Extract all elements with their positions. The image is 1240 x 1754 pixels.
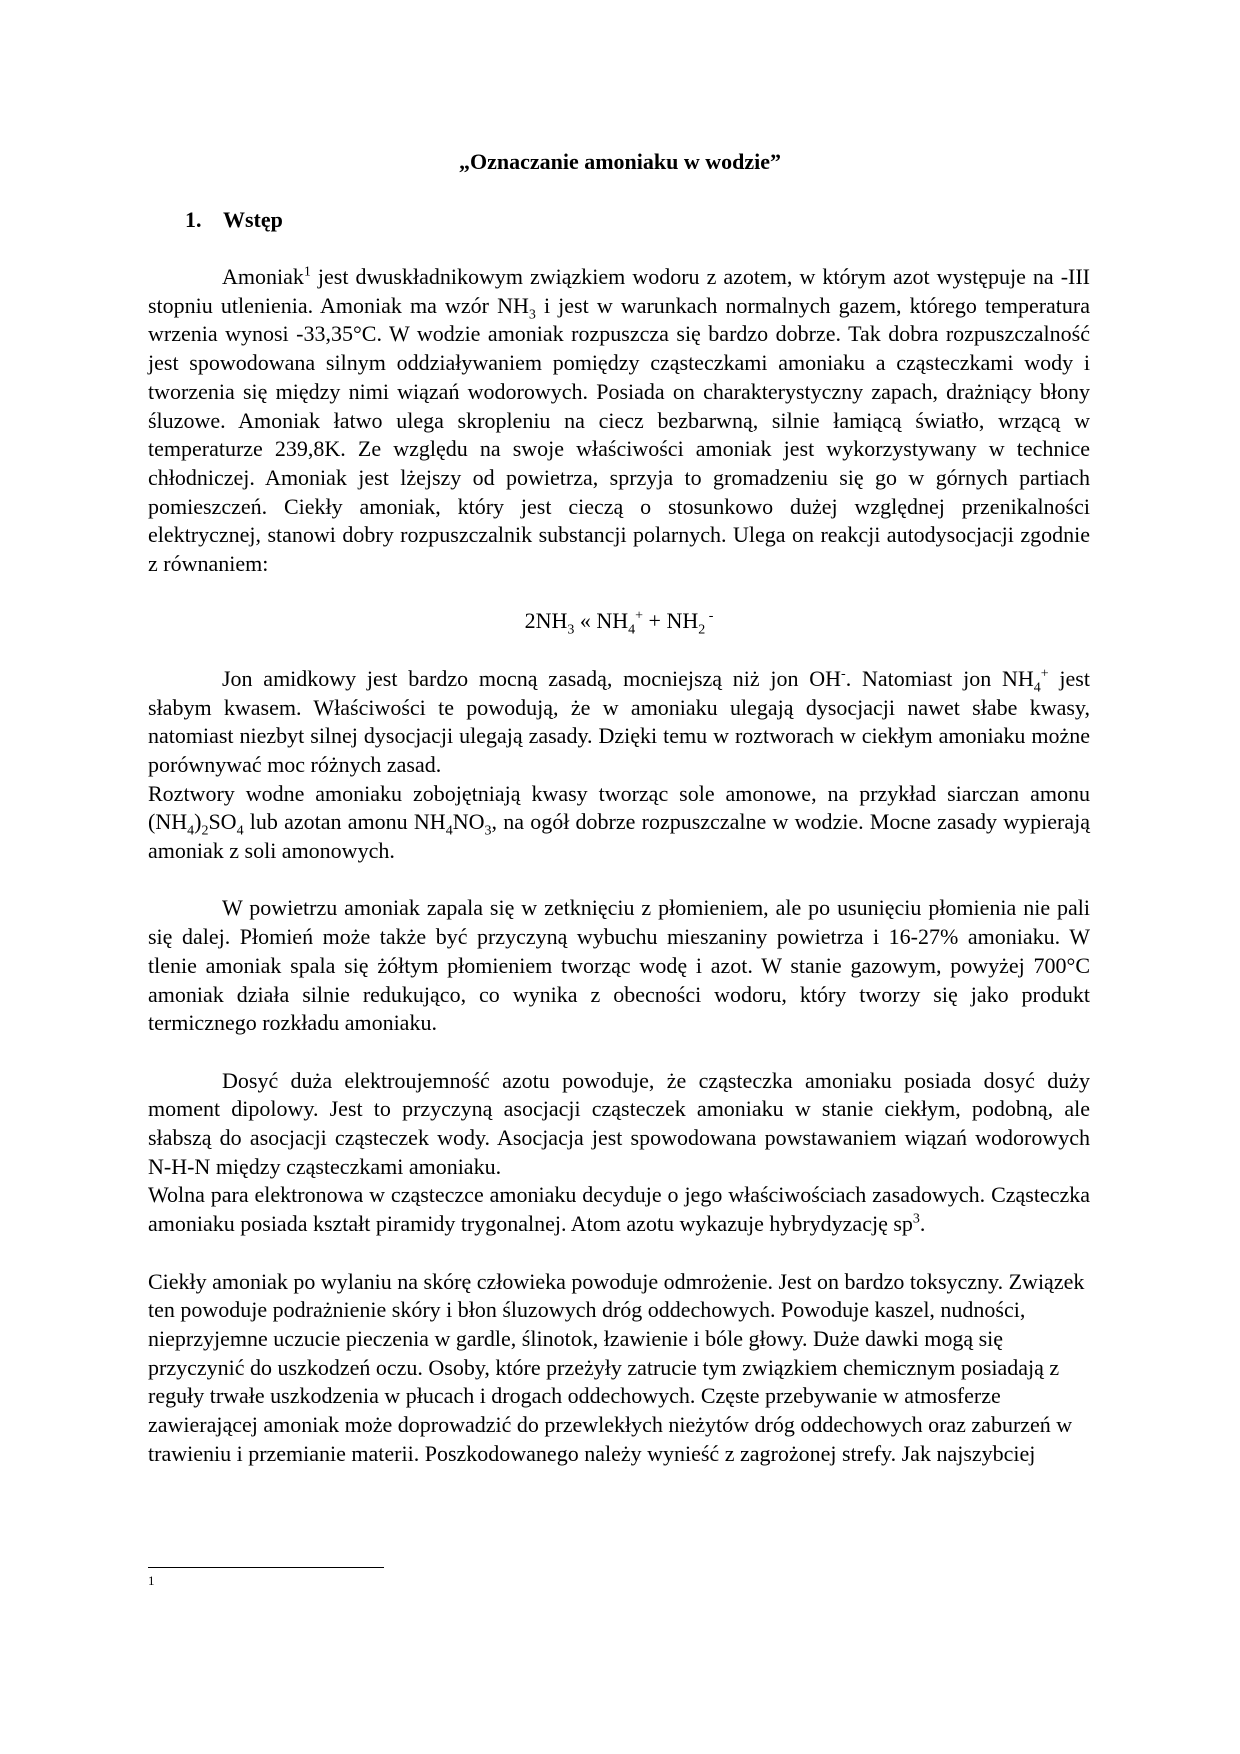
superscript: + — [635, 609, 644, 625]
footnote-ref: 1 — [303, 264, 311, 280]
subscript: 3 — [484, 823, 492, 839]
paragraph-solutions — [148, 780, 1090, 866]
section-heading — [185, 206, 283, 234]
paragraph-structure — [148, 1181, 1090, 1238]
text-run: + NH — [643, 608, 699, 634]
text-run: ) — [194, 809, 202, 835]
equation — [148, 607, 1090, 636]
subscript: 4 — [1033, 680, 1041, 696]
paragraph-toxicity: Ciekły amoniak po wylaniu na skórę człowieka powoduje odmrożenie. Jest on bardzo toksyczny. Związek ten powoduje podrażnienie skóry i błon śluzowych dróg oddechowych. Powoduje kaszel, nudności, nieprzyjemne uczucie pieczenia w gardle, ślinotok, łzawienie i bóle głowy. Duże dawki mogą się przyczynić do uszkodzeń oczu. Osoby, które przeżyły zatrucie tym związkiem chemicznym posiadają z reguły trwałe uszkodzenia w płucach i drogach oddechowych. Częste przebywanie w atmosferze zawierającej amoniak może doprowadzić do przewlekłych nieżytów dróg oddechowych oraz zaburzeń w trawieniu i przemianie materii. Poszkodowanego należy wynieść z zagrożonej strefy. Jak najszybciej — [148, 1268, 1085, 1466]
paragraph-intro — [148, 263, 1090, 579]
footnote-separator — [148, 1567, 384, 1568]
document-title: „Oznaczanie amoniaku w wodzie” — [458, 149, 782, 174]
text-run: Wolna para elektronowa w cząsteczce amoniaku decyduje o jego właściwościach zasadowych. Cząsteczka amoniaku posiada kształt piramidy trygonalnej. Atom azotu wykazuje hybrydyzację sp — [148, 1182, 1090, 1237]
text-run: , na ogół dobrze rozpuszczalne w wodzie. Mocne zasady wypierają amoniak z soli amonowych. — [148, 809, 1091, 864]
document-body — [148, 263, 1090, 1468]
text-run: 2NH — [524, 608, 568, 634]
text-run: . — [919, 1211, 926, 1237]
subscript: 4 — [187, 823, 195, 839]
subscript: 3 — [567, 622, 575, 638]
text-run: Amoniak — [222, 264, 304, 289]
text-run: i jest w warunkach normalnych gazem, którego temperatura wrzenia wynosi -33,35°C. W wodzie amoniak rozpuszcza się bardzo dobrze. Tak dobra rozpuszczalność jest spowodowana silnym oddziaływaniem pomiędzy cząsteczkami amoniaku a cząsteczkami wody i tworzenia się między nimi wiązań wodorowych. Posiada on charakterystyczny zapach, drażniący błony śluzowe. Amoniak łatwo ulega skropleniu na ciecz bezbarwną, silnie łamiącą światło, wrzącą w temperaturze 239,8K. Ze względu na swoje właściwości amoniak jest wykorzystywany w technice chłodniczej. Amoniak jest lżejszy od powietrza, sprzyja to gromadzeniu się go w górnych partiach pomieszczeń. Ciekły amoniak, który jest cieczą o stosunkowo dużej względnej przenikalności elektrycznej, stanowi dobry rozpuszczalnik substancji polarnych. Ulega on reakcji autodysocjacji zgodnie z równaniem: — [148, 292, 1091, 577]
text-run: NO — [452, 809, 485, 835]
superscript: + — [1040, 666, 1049, 682]
superscript: 3 — [912, 1211, 920, 1227]
text-run: lub azotan amonu NH — [243, 809, 446, 835]
paragraph-dipole: Dosyć duża elektroujemność azotu powoduje, że cząsteczka amoniaku posiada dosyć duży moment dipolowy. Jest to przyczyną asocjacji cząsteczek amoniaku w stanie ciekłym, podobną, ale słabszą do asocjacji cząsteczek wody. Asocjacja jest spowodowana powstawaniem wiązań wodorowych N-H-N między cząsteczkami amoniaku. — [148, 1067, 1090, 1179]
text-run: Roztwory wodne amoniaku zobojętniają kwasy tworząc sole amonowe, na przykład siarczan amonu (NH — [148, 780, 1090, 835]
text-run: « NH — [574, 608, 629, 634]
superscript: - — [705, 609, 714, 625]
section-label: Wstęp — [223, 207, 283, 232]
text-run: jest dwuskładnikowym związkiem wodoru z azotem, w którym azot występuje na -III stopniu utlenienia. Amoniak ma wzór NH — [148, 264, 1090, 318]
subscript: 4 — [236, 823, 244, 839]
text-run: . Natomiast jon NH — [845, 665, 1034, 691]
subscript: 4 — [628, 622, 636, 638]
subscript: 2 — [698, 622, 706, 638]
subscript: 2 — [201, 823, 209, 839]
paragraph-combustion: W powietrzu amoniak zapala się w zetknięciu z płomieniem, ale po usunięciu płomienia nie pali się dalej. Płomień może także być przyczyną wybuchu mieszaniny powietrza i 16-27% amoniaku. W tlenie amoniak spala się żółtym płomieniem tworząc wodę i azot. W stanie gazowym, powyżej 700°C amoniak działa silnie redukująco, co wynika z obecności wodoru, który tworzy się jako produkt termicznego rozkładu amoniaku. — [148, 895, 1090, 1036]
text-run: Jon amidkowy jest bardzo mocną zasadą, mocniejszą niż jon OH — [222, 665, 842, 691]
section-number: 1. — [185, 207, 202, 232]
subscript: 3 — [528, 307, 536, 323]
text-run: SO — [208, 809, 237, 835]
subscript: 4 — [445, 823, 453, 839]
superscript: - — [841, 666, 846, 682]
text-run: jest słabym kwasem. Właściwości te powodują, że w amoniaku ulegają dysocjacji nawet słabe kwasy, natomiast niezbyt silnej dysocjacji ulegają zasady. Dzięki temu w roztworach w ciekłym amoniaku możne porównywać moc różnych zasad. — [148, 665, 1090, 777]
paragraph-amide-ion — [148, 665, 1090, 780]
footnote: 1 — [148, 1573, 155, 1588]
